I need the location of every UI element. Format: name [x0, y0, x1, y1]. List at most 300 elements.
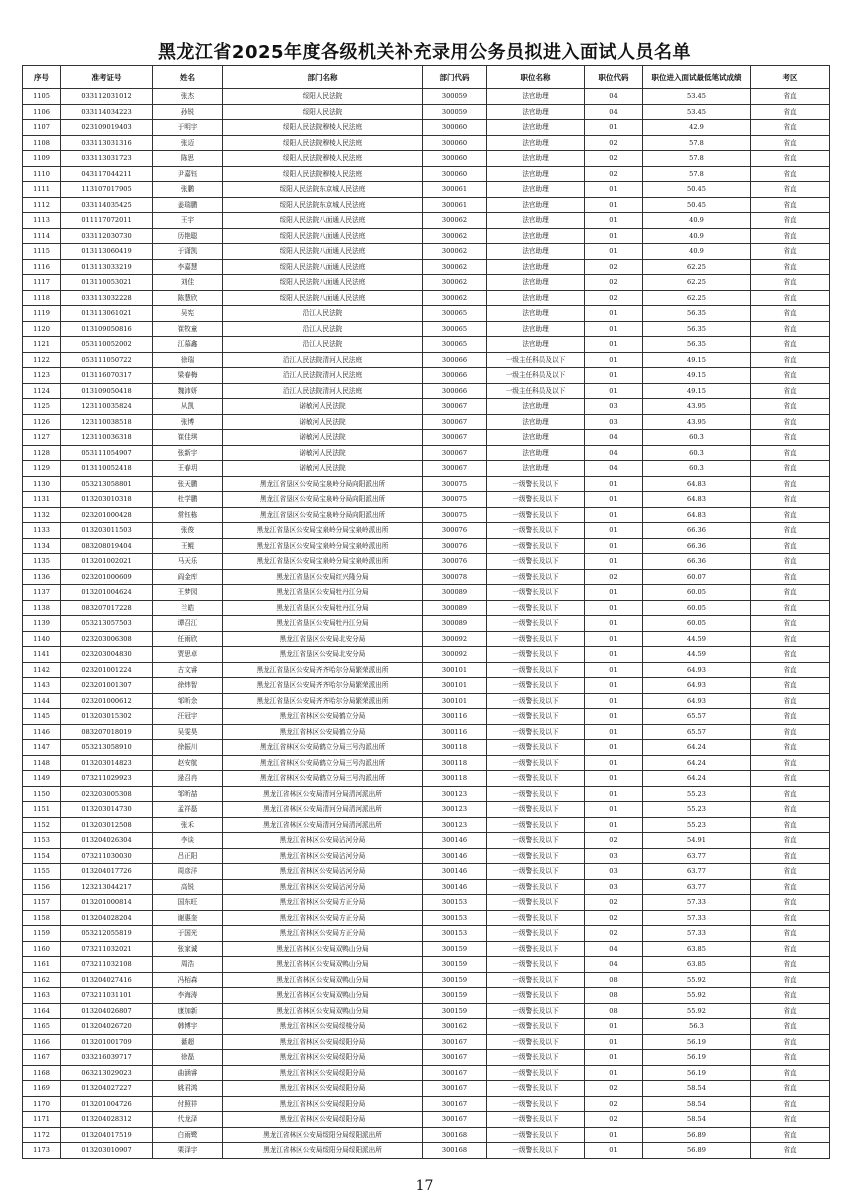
- cell-department: 沿江人民法院: [223, 306, 423, 322]
- table-row: [23, 988, 830, 1004]
- cell-position: 法官助理: [487, 228, 585, 244]
- cell-department: 黑龙江省林区公安局清河分局清河派出所: [223, 817, 423, 833]
- table-row: [23, 833, 830, 849]
- cell-department-code: 300062: [423, 290, 487, 306]
- cell-position: 一级警长及以下: [487, 1050, 585, 1066]
- cell-name: 张迈: [153, 135, 223, 151]
- cell-department-code: 300075: [423, 507, 487, 523]
- cell-min-score: 63.77: [643, 848, 751, 864]
- cell-position: 一级警长及以下: [487, 740, 585, 756]
- cell-index: 1169: [23, 1081, 61, 1097]
- cell-name: 张鹏: [153, 182, 223, 198]
- cell-department-code: 300060: [423, 166, 487, 182]
- cell-ticket-number: 073211032108: [61, 957, 153, 973]
- cell-department: 黑龙江省林区公安局沾河分局: [223, 864, 423, 880]
- table-row: [23, 771, 830, 787]
- cell-position: 一级警长及以下: [487, 1034, 585, 1050]
- cell-exam-area: 省直: [751, 616, 830, 632]
- cell-index: 1120: [23, 321, 61, 337]
- table-row: [23, 538, 830, 554]
- cell-min-score: 56.19: [643, 1034, 751, 1050]
- cell-department-code: 300101: [423, 662, 487, 678]
- cell-ticket-number: 073211031101: [61, 988, 153, 1004]
- cell-position-code: 01: [585, 817, 643, 833]
- cell-min-score: 60.3: [643, 445, 751, 461]
- cell-department: 黑龙江省林区公安局双鸭山分局: [223, 1003, 423, 1019]
- cell-min-score: 57.8: [643, 151, 751, 167]
- cell-department-code: 300118: [423, 740, 487, 756]
- cell-position-code: 02: [585, 926, 643, 942]
- cell-name: 吴雯昊: [153, 724, 223, 740]
- cell-department: 黑龙江省林区公安局双鸭山分局: [223, 972, 423, 988]
- cell-min-score: 56.89: [643, 1143, 751, 1159]
- cell-department: 黑龙江省垦区公安局牡丹江分局: [223, 600, 423, 616]
- col-header-exam-area: 考区: [751, 66, 830, 89]
- cell-index: 1131: [23, 492, 61, 508]
- cell-department: 黑龙江省林区公安局沾河分局: [223, 879, 423, 895]
- cell-index: 1141: [23, 647, 61, 663]
- cell-ticket-number: 023203006308: [61, 631, 153, 647]
- cell-ticket-number: 013113033219: [61, 259, 153, 275]
- cell-exam-area: 省直: [751, 1081, 830, 1097]
- cell-min-score: 57.33: [643, 910, 751, 926]
- cell-position-code: 02: [585, 833, 643, 849]
- cell-department-code: 300159: [423, 941, 487, 957]
- cell-position-code: 04: [585, 445, 643, 461]
- cell-name: 于明宇: [153, 120, 223, 136]
- cell-department-code: 300123: [423, 817, 487, 833]
- cell-department-code: 300162: [423, 1019, 487, 1035]
- cell-position-code: 01: [585, 337, 643, 353]
- candidate-table-container: [22, 65, 829, 1159]
- cell-department-code: 300101: [423, 678, 487, 694]
- cell-min-score: 55.92: [643, 988, 751, 1004]
- cell-ticket-number: 053213058910: [61, 740, 153, 756]
- cell-exam-area: 省直: [751, 430, 830, 446]
- cell-exam-area: 省直: [751, 275, 830, 291]
- cell-position-code: 01: [585, 368, 643, 384]
- cell-ticket-number: 013204026304: [61, 833, 153, 849]
- cell-position-code: 02: [585, 895, 643, 911]
- cell-exam-area: 省直: [751, 120, 830, 136]
- cell-index: 1160: [23, 941, 61, 957]
- cell-position: 一级警长及以下: [487, 523, 585, 539]
- cell-exam-area: 省直: [751, 182, 830, 198]
- cell-exam-area: 省直: [751, 1019, 830, 1035]
- cell-min-score: 66.36: [643, 538, 751, 554]
- cell-exam-area: 省直: [751, 802, 830, 818]
- cell-min-score: 53.45: [643, 104, 751, 120]
- cell-exam-area: 省直: [751, 569, 830, 585]
- cell-name: 兰皓: [153, 600, 223, 616]
- cell-department-code: 300060: [423, 151, 487, 167]
- cell-index: 1128: [23, 445, 61, 461]
- cell-position: 法官助理: [487, 461, 585, 477]
- cell-department: 绥阳人民法院: [223, 89, 423, 105]
- cell-position: 法官助理: [487, 399, 585, 415]
- cell-ticket-number: 123110036318: [61, 430, 153, 446]
- cell-index: 1111: [23, 182, 61, 198]
- cell-exam-area: 省直: [751, 228, 830, 244]
- cell-department: 黑龙江省林区公安局鹤立分局: [223, 724, 423, 740]
- cell-exam-area: 省直: [751, 166, 830, 182]
- cell-position: 一级警长及以下: [487, 802, 585, 818]
- cell-position-code: 01: [585, 306, 643, 322]
- cell-ticket-number: 083208019404: [61, 538, 153, 554]
- cell-position-code: 01: [585, 724, 643, 740]
- cell-name: 陈慧欣: [153, 290, 223, 306]
- cell-position: 一级警长及以下: [487, 476, 585, 492]
- cell-min-score: 56.89: [643, 1127, 751, 1143]
- cell-ticket-number: 073211030030: [61, 848, 153, 864]
- table-row: [23, 430, 830, 446]
- cell-position: 一级警长及以下: [487, 910, 585, 926]
- cell-name: 李嘉慧: [153, 259, 223, 275]
- cell-exam-area: 省直: [751, 89, 830, 105]
- cell-department: 诺敏河人民法院: [223, 445, 423, 461]
- cell-position: 法官助理: [487, 430, 585, 446]
- col-header-position: 职位名称: [487, 66, 585, 89]
- cell-position-code: 04: [585, 957, 643, 973]
- cell-exam-area: 省直: [751, 1112, 830, 1128]
- cell-department-code: 300168: [423, 1143, 487, 1159]
- cell-index: 1152: [23, 817, 61, 833]
- cell-position: 一级警长及以下: [487, 879, 585, 895]
- cell-position: 法官助理: [487, 182, 585, 198]
- cell-position-code: 01: [585, 585, 643, 601]
- cell-name: 吕正阳: [153, 848, 223, 864]
- cell-ticket-number: 013109050418: [61, 383, 153, 399]
- cell-position: 一级警长及以下: [487, 895, 585, 911]
- cell-name: 贾思卓: [153, 647, 223, 663]
- cell-name: 吴宪: [153, 306, 223, 322]
- cell-ticket-number: 013201001709: [61, 1034, 153, 1050]
- cell-name: 姜瑞鹏: [153, 197, 223, 213]
- cell-department-code: 300167: [423, 1065, 487, 1081]
- cell-department: 黑龙江省垦区公安局宝泉岭分局向阳派出所: [223, 507, 423, 523]
- cell-ticket-number: 013203014823: [61, 755, 153, 771]
- cell-department-code: 300116: [423, 724, 487, 740]
- table-row: [23, 616, 830, 632]
- cell-position-code: 01: [585, 213, 643, 229]
- cell-min-score: 62.25: [643, 275, 751, 291]
- cell-ticket-number: 013201004726: [61, 1096, 153, 1112]
- cell-ticket-number: 023201000428: [61, 507, 153, 523]
- cell-department: 黑龙江省林区公安局沾河分局: [223, 833, 423, 849]
- cell-index: 1163: [23, 988, 61, 1004]
- cell-position: 一级警长及以下: [487, 616, 585, 632]
- cell-name: 綦超: [153, 1034, 223, 1050]
- table-row: [23, 972, 830, 988]
- table-row: [23, 647, 830, 663]
- cell-position: 一级警长及以下: [487, 988, 585, 1004]
- cell-name: 白雨鹭: [153, 1127, 223, 1143]
- cell-min-score: 64.93: [643, 662, 751, 678]
- cell-min-score: 57.33: [643, 926, 751, 942]
- cell-ticket-number: 023109019403: [61, 120, 153, 136]
- cell-index: 1129: [23, 461, 61, 477]
- cell-position: 法官助理: [487, 197, 585, 213]
- cell-index: 1168: [23, 1065, 61, 1081]
- cell-department: 黑龙江省垦区公安局牡丹江分局: [223, 585, 423, 601]
- cell-index: 1106: [23, 104, 61, 120]
- table-row: [23, 399, 830, 415]
- cell-exam-area: 省直: [751, 709, 830, 725]
- cell-ticket-number: 013203012508: [61, 817, 153, 833]
- cell-ticket-number: 023201000612: [61, 693, 153, 709]
- cell-department: 黑龙江省垦区公安局北安分局: [223, 647, 423, 663]
- cell-department-code: 300116: [423, 709, 487, 725]
- table-row: [23, 166, 830, 182]
- cell-position-code: 01: [585, 197, 643, 213]
- cell-position-code: 03: [585, 879, 643, 895]
- cell-department-code: 300118: [423, 755, 487, 771]
- table-row: [23, 864, 830, 880]
- cell-position-code: 01: [585, 352, 643, 368]
- cell-department: 绥阳人民法院穆棱人民法庭: [223, 166, 423, 182]
- cell-department-code: 300092: [423, 647, 487, 663]
- cell-exam-area: 省直: [751, 988, 830, 1004]
- cell-position: 法官助理: [487, 151, 585, 167]
- page-number: 17: [415, 1178, 434, 1194]
- col-header-name: 姓名: [153, 66, 223, 89]
- cell-position: 一级警长及以下: [487, 693, 585, 709]
- cell-min-score: 65.57: [643, 709, 751, 725]
- cell-department: 黑龙江省林区公安局鹤立分局三号沟派出所: [223, 755, 423, 771]
- cell-position-code: 02: [585, 1081, 643, 1097]
- cell-position-code: 04: [585, 89, 643, 105]
- cell-department: 黑龙江省垦区公安局北安分局: [223, 631, 423, 647]
- cell-position: 一级警长及以下: [487, 1065, 585, 1081]
- cell-department: 诺敏河人民法院: [223, 414, 423, 430]
- table-row: [23, 1034, 830, 1050]
- cell-position: 法官助理: [487, 166, 585, 182]
- cell-ticket-number: 013110052418: [61, 461, 153, 477]
- cell-exam-area: 省直: [751, 678, 830, 694]
- cell-department: 沿江人民法院: [223, 321, 423, 337]
- cell-name: 付照祥: [153, 1096, 223, 1112]
- table-row: [23, 910, 830, 926]
- table-row: [23, 600, 830, 616]
- cell-index: 1147: [23, 740, 61, 756]
- cell-min-score: 55.92: [643, 1003, 751, 1019]
- cell-department-code: 300059: [423, 104, 487, 120]
- cell-min-score: 56.19: [643, 1050, 751, 1066]
- cell-min-score: 54.91: [643, 833, 751, 849]
- cell-department-code: 300067: [423, 414, 487, 430]
- cell-min-score: 64.24: [643, 740, 751, 756]
- cell-department-code: 300159: [423, 1003, 487, 1019]
- cell-position: 一级警长及以下: [487, 585, 585, 601]
- cell-exam-area: 省直: [751, 926, 830, 942]
- cell-index: 1158: [23, 910, 61, 926]
- cell-department-code: 300089: [423, 600, 487, 616]
- cell-position-code: 01: [585, 802, 643, 818]
- cell-ticket-number: 123110038518: [61, 414, 153, 430]
- cell-department-code: 300060: [423, 135, 487, 151]
- cell-position: 法官助理: [487, 275, 585, 291]
- cell-position: 法官助理: [487, 321, 585, 337]
- cell-ticket-number: 013201002021: [61, 554, 153, 570]
- cell-index: 1167: [23, 1050, 61, 1066]
- cell-position-code: 02: [585, 166, 643, 182]
- cell-min-score: 57.8: [643, 135, 751, 151]
- cell-ticket-number: 023201001307: [61, 678, 153, 694]
- table-row: [23, 724, 830, 740]
- cell-position-code: 01: [585, 120, 643, 136]
- cell-ticket-number: 053111050722: [61, 352, 153, 368]
- table-row: [23, 926, 830, 942]
- cell-exam-area: 省直: [751, 492, 830, 508]
- cell-department: 黑龙江省垦区公安局齐齐哈尔分局繁荣派出所: [223, 693, 423, 709]
- cell-index: 1136: [23, 569, 61, 585]
- cell-name: 杜学鹏: [153, 492, 223, 508]
- cell-position: 法官助理: [487, 135, 585, 151]
- cell-name: 张博: [153, 414, 223, 430]
- candidate-table: [22, 65, 830, 1159]
- cell-department: 黑龙江省林区公安局绥阳分局: [223, 1034, 423, 1050]
- cell-position: 一级警长及以下: [487, 1127, 585, 1143]
- cell-department: 黑龙江省垦区公安局宝泉岭分局宝泉岭派出所: [223, 523, 423, 539]
- cell-ticket-number: 053111054907: [61, 445, 153, 461]
- cell-exam-area: 省直: [751, 507, 830, 523]
- cell-position: 一级警长及以下: [487, 1112, 585, 1128]
- cell-ticket-number: 013204027227: [61, 1081, 153, 1097]
- cell-index: 1117: [23, 275, 61, 291]
- cell-department: 诺敏河人民法院: [223, 399, 423, 415]
- cell-position-code: 01: [585, 709, 643, 725]
- table-header-row: [23, 66, 830, 89]
- cell-name: 曲涵睿: [153, 1065, 223, 1081]
- cell-department: 绥阳人民法院东京城人民法庭: [223, 182, 423, 198]
- cell-min-score: 49.15: [643, 368, 751, 384]
- cell-min-score: 60.3: [643, 430, 751, 446]
- cell-index: 1164: [23, 1003, 61, 1019]
- table-row: [23, 244, 830, 260]
- cell-name: 王鲲: [153, 538, 223, 554]
- cell-department-code: 300123: [423, 786, 487, 802]
- cell-position: 法官助理: [487, 259, 585, 275]
- table-row: [23, 755, 830, 771]
- cell-index: 1166: [23, 1034, 61, 1050]
- cell-index: 1135: [23, 554, 61, 570]
- cell-min-score: 60.05: [643, 616, 751, 632]
- cell-name: 梁春梅: [153, 368, 223, 384]
- cell-min-score: 63.77: [643, 864, 751, 880]
- cell-min-score: 62.25: [643, 290, 751, 306]
- cell-department: 黑龙江省林区公安局绥阳分局: [223, 1112, 423, 1128]
- cell-ticket-number: 013203010318: [61, 492, 153, 508]
- cell-name: 陈思: [153, 151, 223, 167]
- cell-index: 1123: [23, 368, 61, 384]
- cell-department: 黑龙江省林区公安局绥阳分局绥阳派出所: [223, 1143, 423, 1159]
- cell-position: 一级警长及以下: [487, 864, 585, 880]
- cell-name: 江慕鑫: [153, 337, 223, 353]
- cell-ticket-number: 013113061021: [61, 306, 153, 322]
- cell-index: 1155: [23, 864, 61, 880]
- cell-position-code: 01: [585, 662, 643, 678]
- cell-department: 沿江人民法院清河人民法庭: [223, 383, 423, 399]
- cell-ticket-number: 023203004830: [61, 647, 153, 663]
- cell-department-code: 300066: [423, 383, 487, 399]
- cell-department: 绥阳人民法院东京城人民法庭: [223, 197, 423, 213]
- cell-index: 1154: [23, 848, 61, 864]
- cell-index: 1122: [23, 352, 61, 368]
- cell-ticket-number: 013113060419: [61, 244, 153, 260]
- cell-department-code: 300153: [423, 895, 487, 911]
- cell-index: 1150: [23, 786, 61, 802]
- table-row: [23, 631, 830, 647]
- cell-exam-area: 省直: [751, 352, 830, 368]
- cell-min-score: 43.95: [643, 414, 751, 430]
- cell-index: 1113: [23, 213, 61, 229]
- cell-name: 张禾: [153, 817, 223, 833]
- cell-department: 黑龙江省林区公安局鹤立分局: [223, 709, 423, 725]
- table-row: [23, 1143, 830, 1159]
- cell-department-code: 300118: [423, 771, 487, 787]
- cell-position-code: 01: [585, 740, 643, 756]
- cell-name: 从凯: [153, 399, 223, 415]
- cell-position: 法官助理: [487, 244, 585, 260]
- cell-ticket-number: 023203005308: [61, 786, 153, 802]
- cell-name: 赵安航: [153, 755, 223, 771]
- cell-department-code: 300062: [423, 228, 487, 244]
- cell-department: 绥阳人民法院八面通人民法庭: [223, 228, 423, 244]
- cell-name: 国东旺: [153, 895, 223, 911]
- cell-position-code: 01: [585, 1065, 643, 1081]
- cell-department-code: 300101: [423, 693, 487, 709]
- cell-ticket-number: 053110052002: [61, 337, 153, 353]
- cell-exam-area: 省直: [751, 151, 830, 167]
- cell-name: 徐炜智: [153, 678, 223, 694]
- table-row: [23, 120, 830, 136]
- cell-index: 1118: [23, 290, 61, 306]
- cell-position-code: 01: [585, 755, 643, 771]
- cell-department-code: 300065: [423, 337, 487, 353]
- table-row: [23, 476, 830, 492]
- cell-department: 黑龙江省垦区公安局牡丹江分局: [223, 616, 423, 632]
- cell-name: 周彦洋: [153, 864, 223, 880]
- cell-index: 1148: [23, 755, 61, 771]
- cell-name: 张新宇: [153, 445, 223, 461]
- cell-index: 1112: [23, 197, 61, 213]
- table-row: [23, 197, 830, 213]
- cell-name: 崔牧童: [153, 321, 223, 337]
- cell-index: 1110: [23, 166, 61, 182]
- cell-exam-area: 省直: [751, 833, 830, 849]
- cell-position: 一级警长及以下: [487, 957, 585, 973]
- cell-position: 一级警长及以下: [487, 662, 585, 678]
- cell-department: 沿江人民法院清河人民法庭: [223, 368, 423, 384]
- table-row: [23, 383, 830, 399]
- cell-name: 李谈: [153, 833, 223, 849]
- cell-exam-area: 省直: [751, 631, 830, 647]
- table-row: [23, 321, 830, 337]
- cell-department-code: 300123: [423, 802, 487, 818]
- cell-index: 1145: [23, 709, 61, 725]
- cell-ticket-number: 013203011503: [61, 523, 153, 539]
- cell-department: 黑龙江省林区公安局双鸭山分局: [223, 957, 423, 973]
- cell-position-code: 01: [585, 523, 643, 539]
- cell-position: 一级警长及以下: [487, 771, 585, 787]
- cell-name: 孟祥磊: [153, 802, 223, 818]
- cell-exam-area: 省直: [751, 461, 830, 477]
- cell-department-code: 300153: [423, 910, 487, 926]
- cell-name: 张家诚: [153, 941, 223, 957]
- cell-name: 张俊: [153, 523, 223, 539]
- cell-position-code: 01: [585, 244, 643, 260]
- cell-index: 1171: [23, 1112, 61, 1128]
